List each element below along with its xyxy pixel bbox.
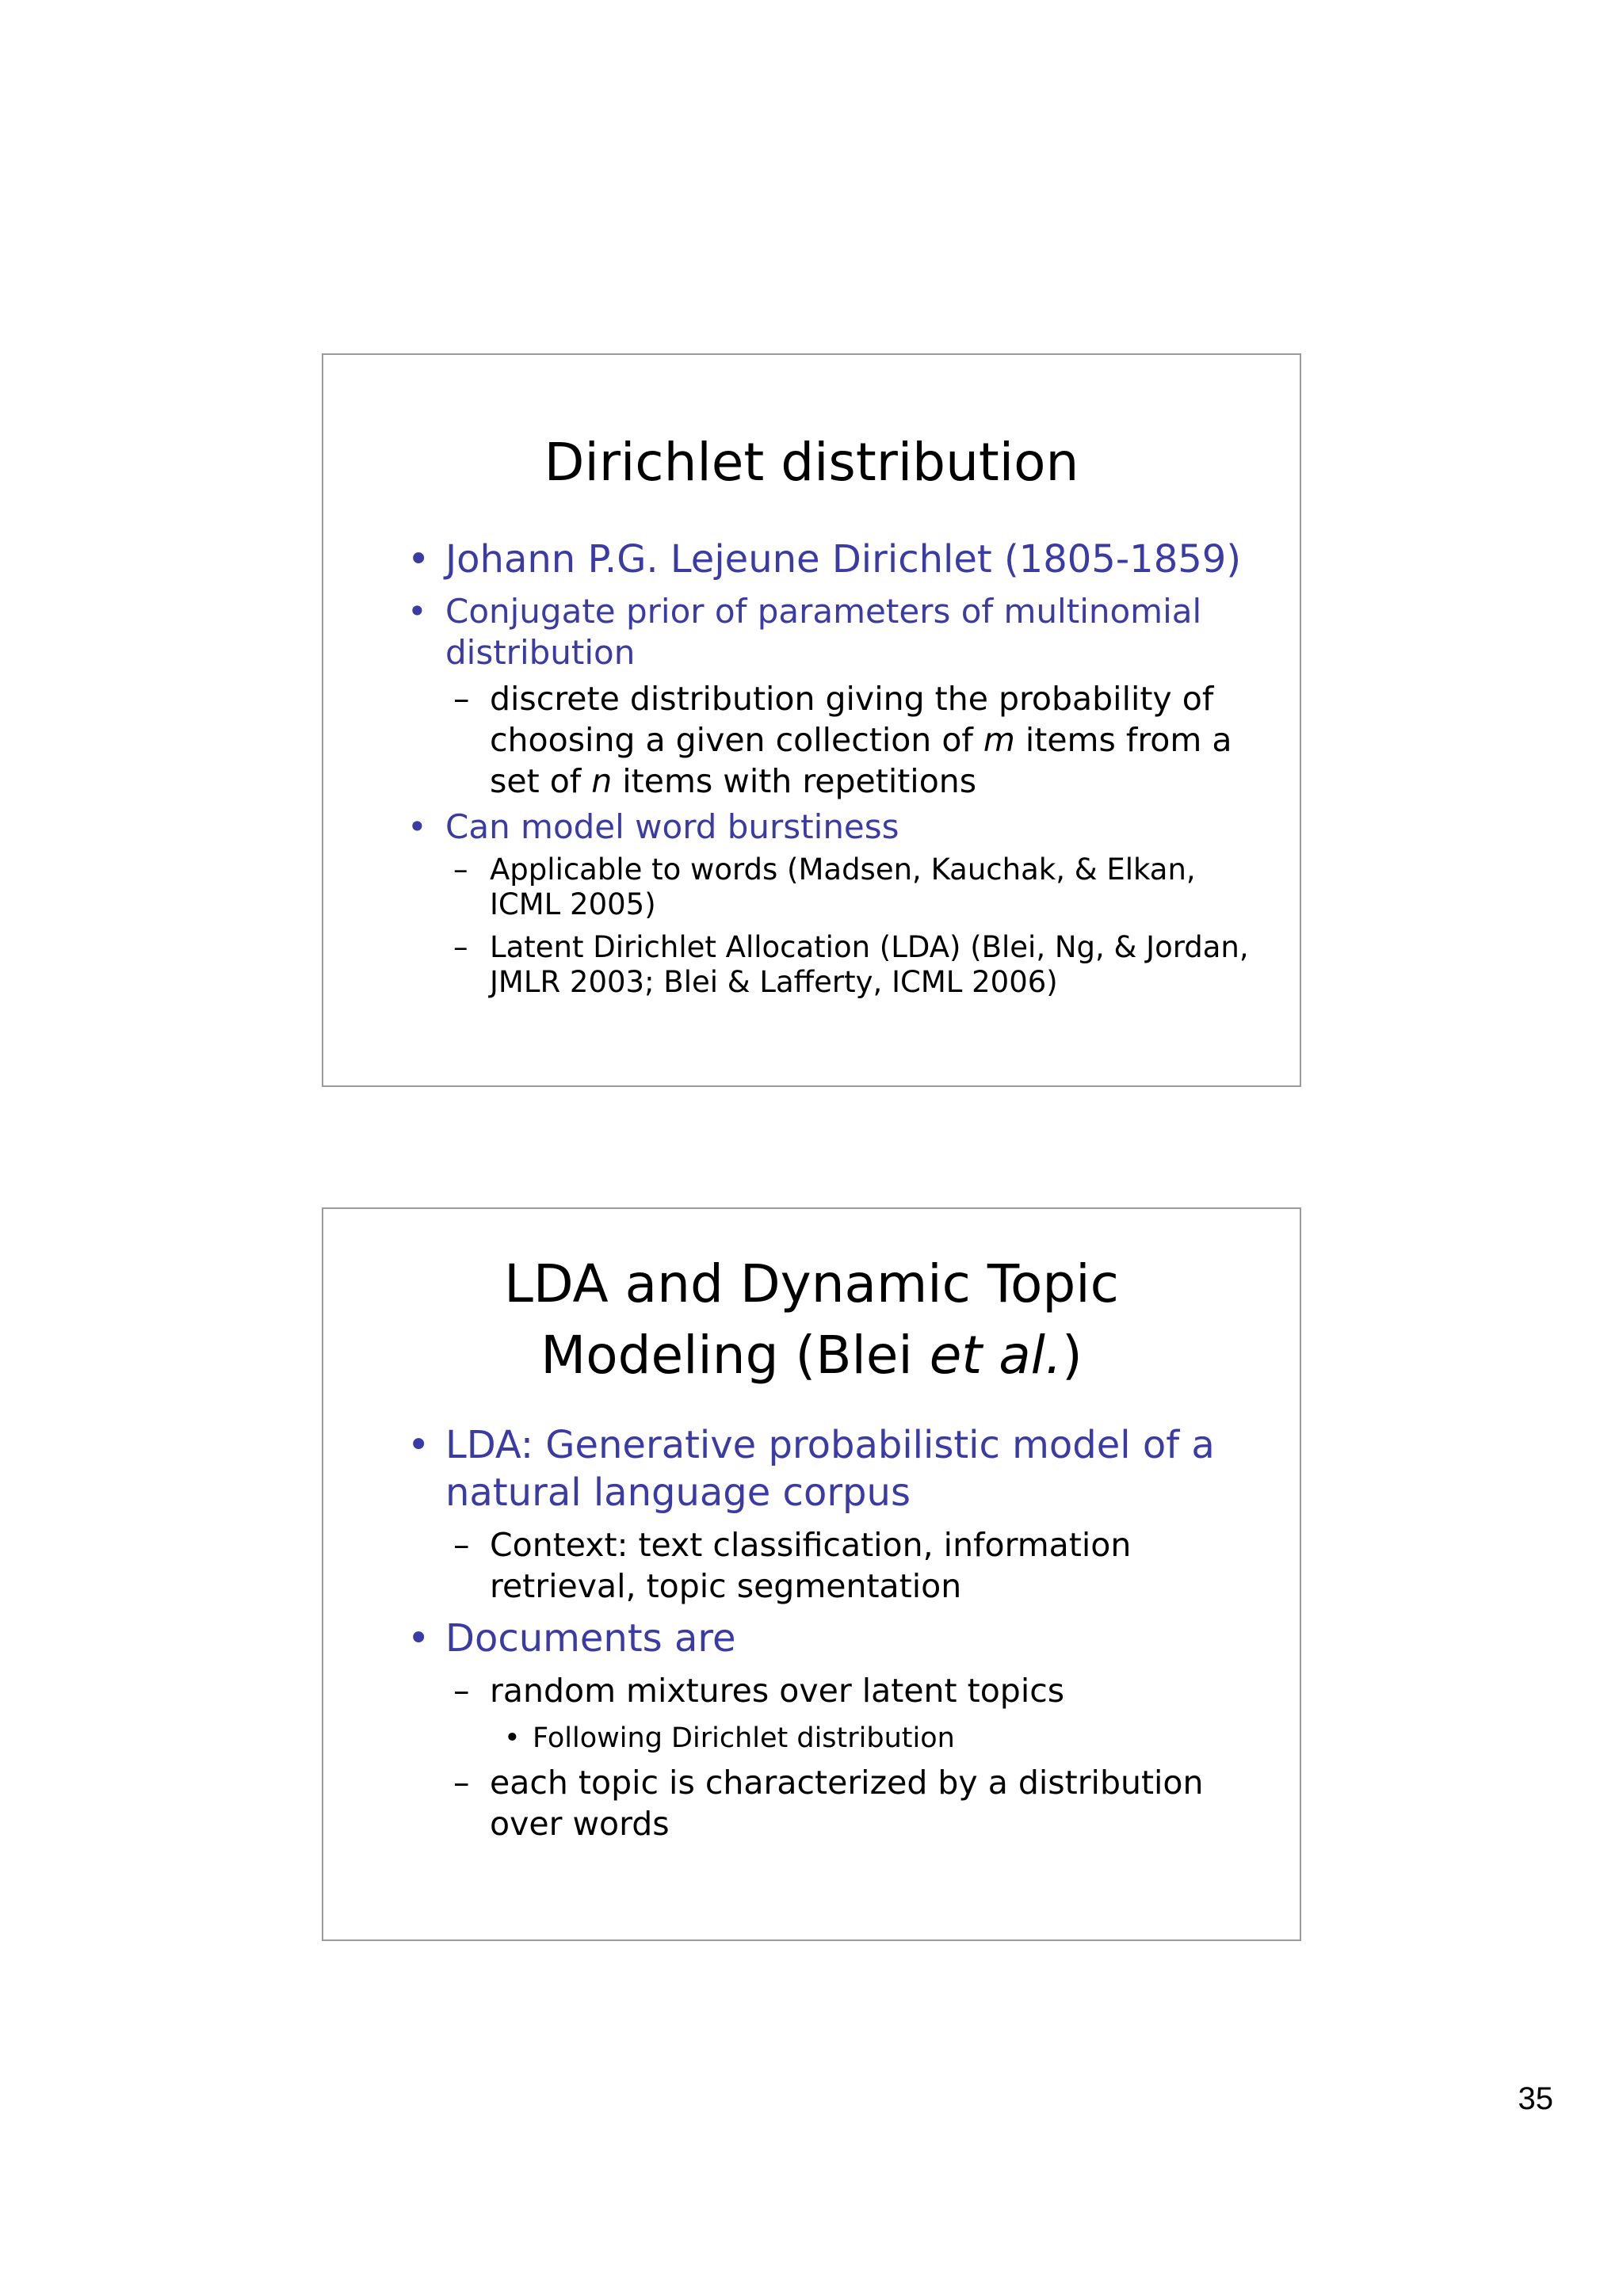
dash-marker: – <box>453 852 468 887</box>
slide-lda-dynamic-topic-modeling <box>322 1207 1301 1941</box>
page-number: 35 <box>1518 2081 1553 2116</box>
dash-marker: – <box>453 930 468 964</box>
sub-bullet-item <box>403 1524 1252 1607</box>
bullet-text: Can model word burstiness <box>445 807 899 846</box>
title-line-2: Modeling (Blei et al.) <box>540 1325 1083 1386</box>
sub-bullet-text: each topic is characterized by a distribution over words <box>490 1764 1204 1843</box>
slide-content <box>403 536 1252 1008</box>
sub-bullet-text: Applicable to words (Madsen, Kauchak, & Elkan, ICML 2005) <box>490 852 1196 921</box>
sub-bullet-item <box>403 1670 1252 1711</box>
bullet-item <box>403 536 1252 583</box>
dash-marker: – <box>453 1526 470 1564</box>
bullet-text: Johann P.G. Lejeune Dirichlet (1805-1859) <box>445 537 1242 582</box>
dash-marker: – <box>453 680 470 718</box>
bullet-text: Documents are <box>445 1616 736 1661</box>
slide-content <box>403 1421 1252 1852</box>
bullet-text: LDA: Generative probabilistic model of a natural language corpus <box>445 1423 1215 1515</box>
bullet-item <box>403 1421 1252 1516</box>
bullet-item <box>403 807 1252 848</box>
bullet-item <box>403 591 1252 673</box>
sub-bullet-text: discrete distribution giving the probability of choosing a given collection of m items from a set of n items with repetitions <box>490 680 1232 800</box>
title-line-1: LDA and Dynamic Topic <box>504 1253 1119 1314</box>
sub-sub-bullet-text: Following Dirichlet distribution <box>533 1722 955 1754</box>
bullet-text: Conjugate prior of parameters of multinomial distribution <box>445 592 1202 672</box>
bullet-marker: • <box>407 1616 430 1661</box>
variable-n: n <box>591 762 613 800</box>
dash-marker: – <box>453 1764 470 1802</box>
bullet-item <box>403 1615 1252 1662</box>
sub-bullet-text: Latent Dirichlet Allocation (LDA) (Blei, Ng, & Jordan, JMLR 2003; Blei & Lafferty, ICML 2006) <box>490 930 1249 999</box>
bullet-marker: • <box>407 1423 430 1467</box>
sub-bullet-text: random mixtures over latent topics <box>490 1672 1065 1710</box>
slide-dirichlet-distribution <box>322 353 1301 1087</box>
bullet-marker: • <box>407 537 430 582</box>
variable-m: m <box>983 721 1015 759</box>
slide-title <box>323 1249 1300 1391</box>
bullet-marker: • <box>407 592 427 631</box>
sub-bullet-item <box>403 930 1252 1000</box>
sub-bullet-item <box>403 678 1252 802</box>
slide-title: Dirichlet distribution <box>544 432 1079 493</box>
dash-marker: – <box>453 1672 470 1710</box>
sub-bullet-text: Context: text classification, information retrieval, topic segmentation <box>490 1526 1132 1605</box>
bullet-marker: • <box>504 1722 521 1754</box>
sub-bullet-item <box>403 852 1252 922</box>
bullet-marker: • <box>407 807 427 846</box>
sub-sub-bullet-item <box>403 1719 1252 1757</box>
sub-bullet-item <box>403 1762 1252 1844</box>
